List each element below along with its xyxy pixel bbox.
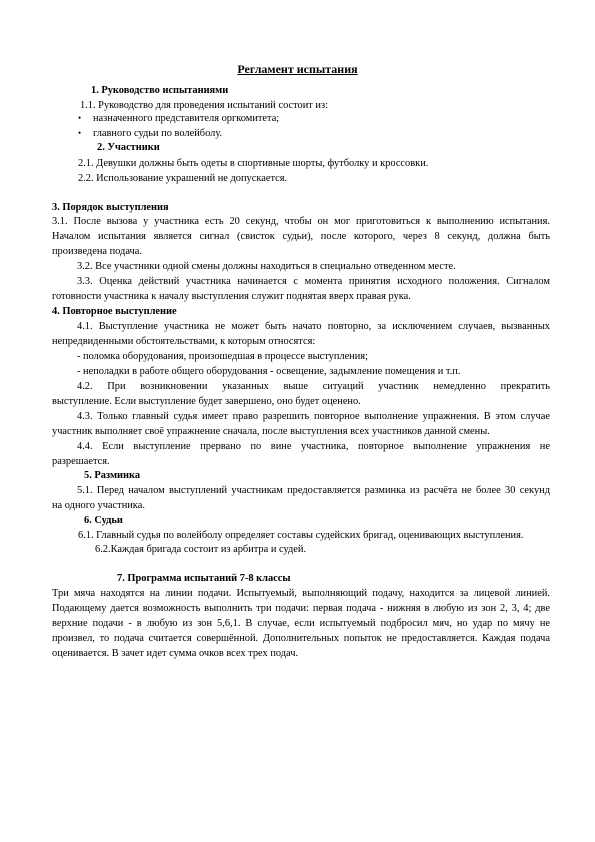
- section-2-heading: 2. Участники: [97, 142, 160, 153]
- document-title: Регламент испытания: [237, 62, 358, 76]
- section-2-paragraph-1: 2.1. Девушки должны быть одеты в спортивные шорты, футболку и кроссовки.: [78, 158, 429, 169]
- section-4-line: непредвиденными обстоятельствами, к которым относятся:: [52, 336, 316, 347]
- section-4-line: - неполадки в работе общего оборудования - освещение, задымление помещения и т.п.: [77, 366, 461, 377]
- section-7-line: Подающему дается возможность выполнить три подачи: первая подача - нижняя в любую из зон 2, 3, 4; две: [52, 603, 550, 614]
- section-3-line: 3.3. Оценка действий участника начинается с момента принятия исходного положения. Сигналом: [77, 276, 550, 287]
- section-1-bullet-2: главного судьи по волейболу.: [93, 128, 223, 139]
- section-4-line: 4.3. Только главный судья имеет право разрешить повторное выполнение упражнения. В этом случае: [77, 411, 550, 422]
- section-7-line: Три мяча находятся на линии подачи. Испытуемый, выполняющий подачу, находится за лицевой линией.: [52, 588, 550, 599]
- bullet-icon: •: [78, 128, 82, 138]
- section-5-line: на одного участника.: [52, 500, 145, 511]
- section-4-line: выступление. Если выступление будет завершено, оно будет оценено.: [52, 396, 361, 407]
- section-3-heading: 3. Порядок выступления: [52, 202, 169, 213]
- section-4-heading: 4. Повторное выступление: [52, 306, 177, 317]
- section-6-paragraph-1: 6.1. Главный судья по волейболу определяет составы судейских бригад, оценивающих выступления.: [78, 530, 524, 541]
- section-1-paragraph-1: 1.1. Руководство для проведения испытаний состоит из:: [80, 100, 328, 111]
- section-3-line: произведена подача.: [52, 246, 142, 257]
- section-4-line: 4.1. Выступление участника не может быть начато повторно, за исключением случаев, вызванных: [77, 321, 550, 332]
- section-5-line: 5.1. Перед началом выступлений участникам предоставляется разминка из расчёта не более 30 секунд: [77, 485, 550, 496]
- section-4-line: - поломка оборудования, произошедшая в процессе выступления;: [77, 351, 368, 362]
- section-7-heading: 7. Программа испытаний 7-8 классы: [117, 573, 291, 584]
- section-1-heading: 1. Руководство испытаниями: [91, 85, 229, 96]
- section-3-line: 3.1. После вызова у участника есть 20 секунд, чтобы он мог приготовиться к выполнению испытания.: [52, 216, 550, 227]
- section-7-line: оценивается. В зачет идет сумма очков всех трех подач.: [52, 648, 299, 659]
- bullet-icon: •: [78, 113, 82, 123]
- section-7-line: верхние подачи - в любую из зон 5,6,1. В случае, если испытуемый подбросил мяч, но удар по мячу не: [52, 618, 550, 629]
- section-3-line: Началом испытания является сигнал (свисток судьи), после которого, через 8 секунд, должна быть: [52, 231, 550, 242]
- section-6-paragraph-2: 6.2.Каждая бригада состоит из арбитра и судей.: [95, 544, 307, 555]
- section-4-line: 4.2. При возникновении указанных выше ситуаций участник немедленно прекратить: [77, 381, 550, 392]
- section-3-line: 3.2. Все участники одной смены должны находиться в специально отведенном месте.: [77, 261, 456, 272]
- section-5-heading: 5. Разминка: [84, 470, 141, 481]
- section-3-line: готовности участника к началу выступления служит поднятая вверх правая рука.: [52, 291, 411, 302]
- section-6-heading: 6. Судьи: [84, 515, 123, 526]
- section-4-line: 4.4. Если выступление прервано по вине участника, повторное выполнение упражнения не: [77, 441, 550, 452]
- section-1-bullet-1: назначенного представителя оргкомитета;: [93, 113, 280, 124]
- section-4-line: разрешается.: [52, 456, 110, 467]
- section-4-line: участник выполняет своё упражнение сначала, после выступления всех участников данной смены.: [52, 426, 490, 437]
- section-2-paragraph-2: 2.2. Использование украшений не допускается.: [78, 173, 288, 184]
- section-7-line: произвел, то подача считается совершённой. Дополнительных попыток не предоставляется. Каждая подача: [52, 633, 550, 644]
